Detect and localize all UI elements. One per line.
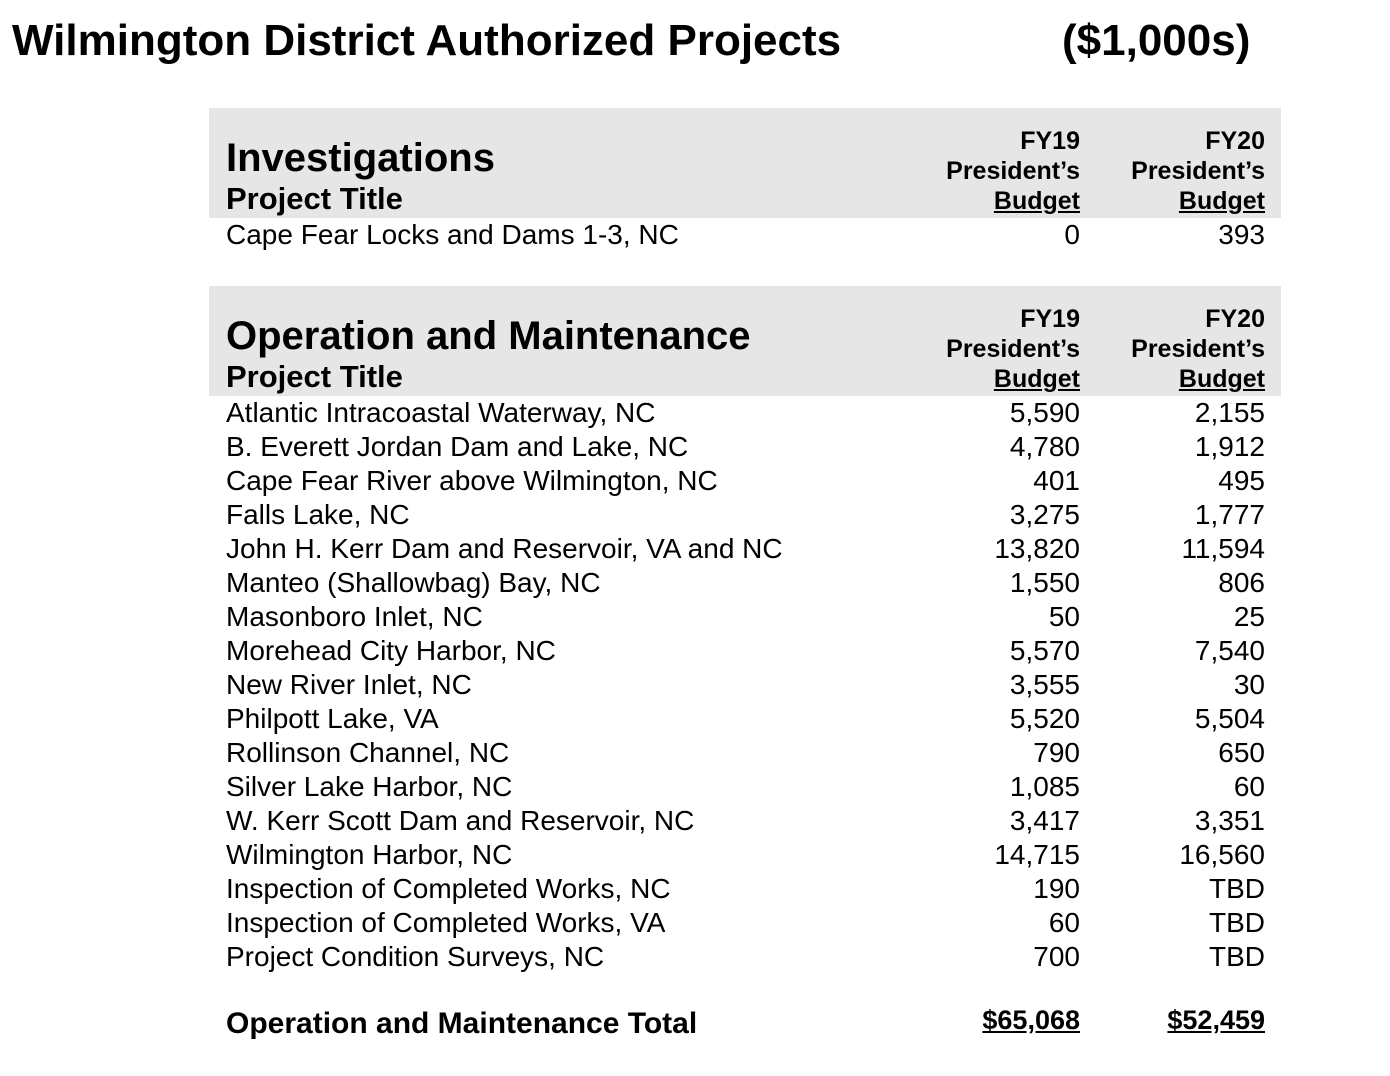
project-name: Cape Fear River above Wilmington, NC — [226, 465, 718, 496]
fy20-header-line: Budget — [1178, 187, 1265, 215]
fy20-header-line: FY20 — [1205, 305, 1265, 333]
project-name: Cape Fear Locks and Dams 1-3, NC — [226, 219, 679, 250]
fy20-value: 5,504 — [1194, 703, 1265, 734]
fy20-value: 495 — [1218, 465, 1265, 496]
om-header — [209, 286, 1281, 396]
fy20-value: 1,777 — [1194, 499, 1265, 530]
fy19-header-line: Budget — [993, 365, 1080, 393]
project-name: Masonboro Inlet, NC — [226, 601, 483, 632]
project-name: Morehead City Harbor, NC — [226, 635, 556, 666]
fy20-column-header — [1105, 126, 1265, 216]
fy19-value: 5,520 — [1009, 703, 1080, 734]
project-title-column-header: Project Title — [226, 181, 403, 216]
project-name: Philpott Lake, VA — [226, 703, 439, 734]
fy20-value: TBD — [1209, 873, 1265, 904]
project-name: New River Inlet, NC — [226, 669, 472, 700]
fy19-header-line: President’s — [946, 335, 1080, 363]
fy19-value: 5,590 — [1009, 397, 1080, 428]
total-fy20-value: $52,459 — [1167, 1005, 1265, 1035]
table-row — [209, 906, 1281, 940]
table-row — [209, 396, 1281, 430]
fy19-value: 401 — [1033, 465, 1080, 496]
fy19-header-line: Budget — [993, 187, 1080, 215]
fy20-value: TBD — [1209, 941, 1265, 972]
om-section — [209, 286, 1281, 974]
table-row — [209, 702, 1281, 736]
project-name: Rollinson Channel, NC — [226, 737, 510, 768]
table-row — [209, 532, 1281, 566]
table-row — [209, 430, 1281, 464]
section-heading: Operation and Maintenance — [226, 314, 751, 358]
fy20-header-line: President’s — [1131, 157, 1265, 185]
table-row — [209, 872, 1281, 906]
fy19-value: 700 — [1033, 941, 1080, 972]
fy19-value: 13,820 — [994, 533, 1080, 564]
fy19-header-line: President’s — [946, 157, 1080, 185]
units-label: ($1,000s) — [1062, 16, 1251, 65]
project-name: Manteo (Shallowbag) Bay, NC — [226, 567, 601, 598]
investigations-section — [209, 108, 1281, 252]
investigations-rows — [209, 218, 1281, 252]
project-name: Atlantic Intracoastal Waterway, NC — [226, 397, 656, 428]
fy19-value: 1,085 — [1009, 771, 1080, 802]
fy19-value: 14,715 — [994, 839, 1080, 870]
fy20-value: 25 — [1233, 601, 1265, 632]
project-name: Silver Lake Harbor, NC — [226, 771, 513, 802]
fy20-column-header — [1105, 304, 1265, 394]
section-heading: Investigations — [226, 136, 495, 180]
fy19-value: 3,417 — [1009, 805, 1080, 836]
fy19-value: 790 — [1033, 737, 1080, 768]
project-title-column-header: Project Title — [226, 359, 403, 394]
table-row — [209, 600, 1281, 634]
table-row — [209, 218, 1281, 252]
table-row — [209, 498, 1281, 532]
project-name: Inspection of Completed Works, VA — [226, 907, 666, 938]
om-rows — [209, 396, 1281, 974]
table-row — [209, 736, 1281, 770]
fy20-value: 1,912 — [1194, 431, 1265, 462]
table-row — [209, 804, 1281, 838]
fy20-value: 650 — [1218, 737, 1265, 768]
fy20-header-line: FY20 — [1205, 127, 1265, 155]
fy20-value: TBD — [1209, 907, 1265, 938]
table-row — [209, 838, 1281, 872]
fy19-header-line: FY19 — [1020, 127, 1080, 155]
project-name: B. Everett Jordan Dam and Lake, NC — [226, 431, 689, 462]
fy19-value: 190 — [1033, 873, 1080, 904]
fy19-column-header — [920, 126, 1080, 216]
fy20-value: 3,351 — [1194, 805, 1265, 836]
table-row — [209, 634, 1281, 668]
table-row — [209, 770, 1281, 804]
project-name: Project Condition Surveys, NC — [226, 941, 605, 972]
fy19-value: 5,570 — [1009, 635, 1080, 666]
fy20-header-line: Budget — [1178, 365, 1265, 393]
page-title: Wilmington District Authorized Projects — [12, 16, 842, 65]
fy20-value: 16,560 — [1179, 839, 1265, 870]
fy20-value: 7,540 — [1194, 635, 1265, 666]
investigations-header — [209, 108, 1281, 218]
project-name: Wilmington Harbor, NC — [226, 839, 513, 870]
table-row — [209, 668, 1281, 702]
project-name: W. Kerr Scott Dam and Reservoir, NC — [226, 805, 695, 836]
table-row — [209, 464, 1281, 498]
table-row — [209, 940, 1281, 974]
fy20-value: 11,594 — [1181, 533, 1265, 564]
fy20-value: 60 — [1233, 771, 1265, 802]
fy19-value: 4,780 — [1009, 431, 1080, 462]
fy20-header-line: President’s — [1131, 335, 1265, 363]
total-label: Operation and Maintenance Total — [226, 1007, 698, 1040]
fy19-value: 60 — [1048, 907, 1080, 938]
om-total-row — [209, 1004, 1281, 1044]
fy19-value: 3,275 — [1009, 499, 1080, 530]
project-name: Falls Lake, NC — [226, 499, 410, 530]
fy19-column-header — [920, 304, 1080, 394]
table-row — [209, 566, 1281, 600]
fy19-value: 1,550 — [1009, 567, 1080, 598]
fy20-value: 30 — [1233, 669, 1265, 700]
fy19-value: 0 — [1064, 219, 1080, 250]
project-name: Inspection of Completed Works, NC — [226, 873, 671, 904]
fy19-header-line: FY19 — [1020, 305, 1080, 333]
fy20-value: 393 — [1218, 219, 1265, 250]
fy20-value: 806 — [1218, 567, 1265, 598]
fy19-value: 50 — [1048, 601, 1080, 632]
fy19-value: 3,555 — [1009, 669, 1080, 700]
total-fy19-value: $65,068 — [982, 1005, 1080, 1035]
fy20-value: 2,155 — [1194, 397, 1265, 428]
project-name: John H. Kerr Dam and Reservoir, VA and NC — [226, 533, 783, 564]
